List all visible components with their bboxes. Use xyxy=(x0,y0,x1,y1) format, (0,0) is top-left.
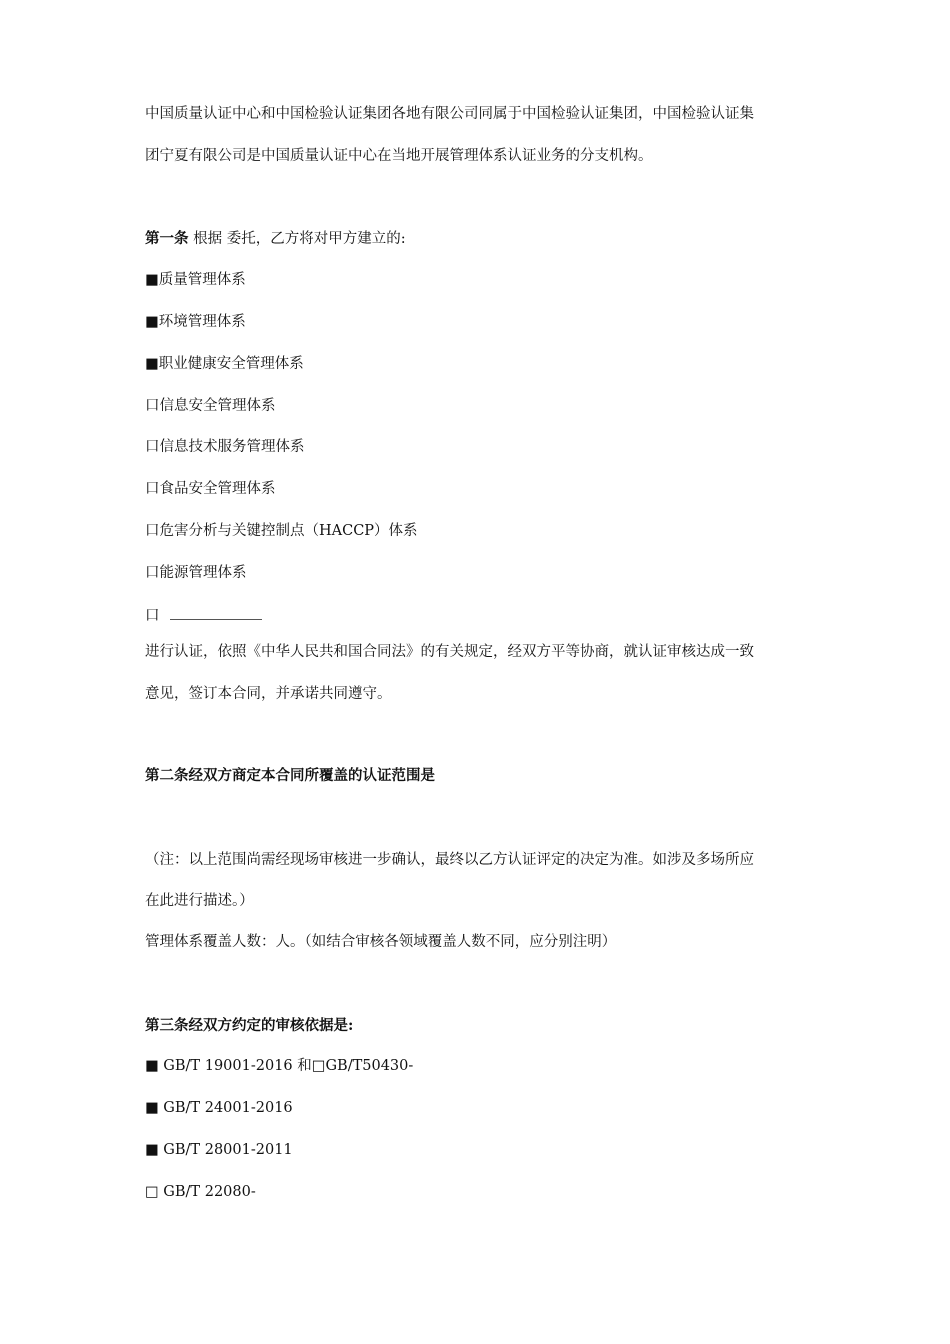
system-label: 质量管理体系 xyxy=(158,272,246,288)
intro-line-2: 团宁夏有限公司是中国质量认证中心在当地开展管理体系认证业务的分支机构。 xyxy=(145,148,653,164)
checked-box-icon: ■ xyxy=(145,356,159,372)
standard-item: □ GB/T 22080- xyxy=(145,1184,256,1200)
article1-heading: 第一条 xyxy=(145,230,189,247)
system-label: 危害分析与关键控制点（HACCP）体系 xyxy=(159,523,418,539)
system-item-haccp xyxy=(145,521,418,541)
article1-text: 根据 委托，乙方将对甲方建立的: xyxy=(188,231,406,247)
article1-intro xyxy=(145,229,406,249)
unchecked-box-icon: 口 xyxy=(145,565,160,581)
article2-note-1: （注：以上范围尚需经现场审核进一步确认，最终以乙方认证评定的决定为准。如涉及多场所应 xyxy=(145,852,754,868)
standard-item: ■ GB/T 24001-2016 xyxy=(145,1100,293,1116)
system-label: 食品安全管理体系 xyxy=(159,481,276,497)
system-item-quality xyxy=(145,270,246,290)
unchecked-box-icon: 口 xyxy=(145,481,160,497)
system-label: 信息技术服务管理体系 xyxy=(159,439,305,455)
checked-box-icon: ■ xyxy=(145,272,159,288)
system-item-infosec xyxy=(145,396,276,416)
article3-heading: 第三条经双方约定的审核依据是: xyxy=(145,1017,354,1034)
system-label: 能源管理体系 xyxy=(159,565,247,581)
standard-item: ■ GB/T 19001-2016 和□GB/T50430- xyxy=(145,1058,414,1074)
checked-box-icon: ■ xyxy=(145,314,159,330)
article2-headcount: 管理体系覆盖人数：人。（如结合审核各领域覆盖人数不同，应分别注明） xyxy=(145,934,617,950)
unchecked-box-icon: 口 xyxy=(145,523,160,539)
unchecked-box-icon: 口 xyxy=(145,439,160,455)
article2-heading: 第二条经双方商定本合同所覆盖的认证范围是 xyxy=(145,767,435,784)
other-system-blank xyxy=(170,607,262,620)
standard-item: ■ GB/T 28001-2011 xyxy=(145,1142,293,1158)
system-label: 信息安全管理体系 xyxy=(159,398,276,414)
system-item-ohs xyxy=(145,354,304,374)
system-item-other xyxy=(145,606,262,626)
system-item-energy xyxy=(145,563,247,583)
intro-line-1: 中国质量认证中心和中国检验认证集团各地有限公司同属于中国检验认证集团，中国检验认证集 xyxy=(145,106,754,122)
system-item-itsm xyxy=(145,437,305,457)
article2-note-2: 在此进行描述。） xyxy=(145,893,254,909)
unchecked-box-icon: 口 xyxy=(145,608,160,624)
system-label: 职业健康安全管理体系 xyxy=(158,356,304,372)
system-label: 环境管理体系 xyxy=(158,314,246,330)
article1-closing-1: 进行认证，依照《中华人民共和国合同法》的有关规定，经双方平等协商，就认证审核达成一致 xyxy=(145,644,754,660)
system-item-environment xyxy=(145,312,246,332)
unchecked-box-icon: 口 xyxy=(145,398,160,414)
system-item-food-safety xyxy=(145,479,276,499)
article1-closing-2: 意见，签订本合同，并承诺共同遵守。 xyxy=(145,686,392,702)
